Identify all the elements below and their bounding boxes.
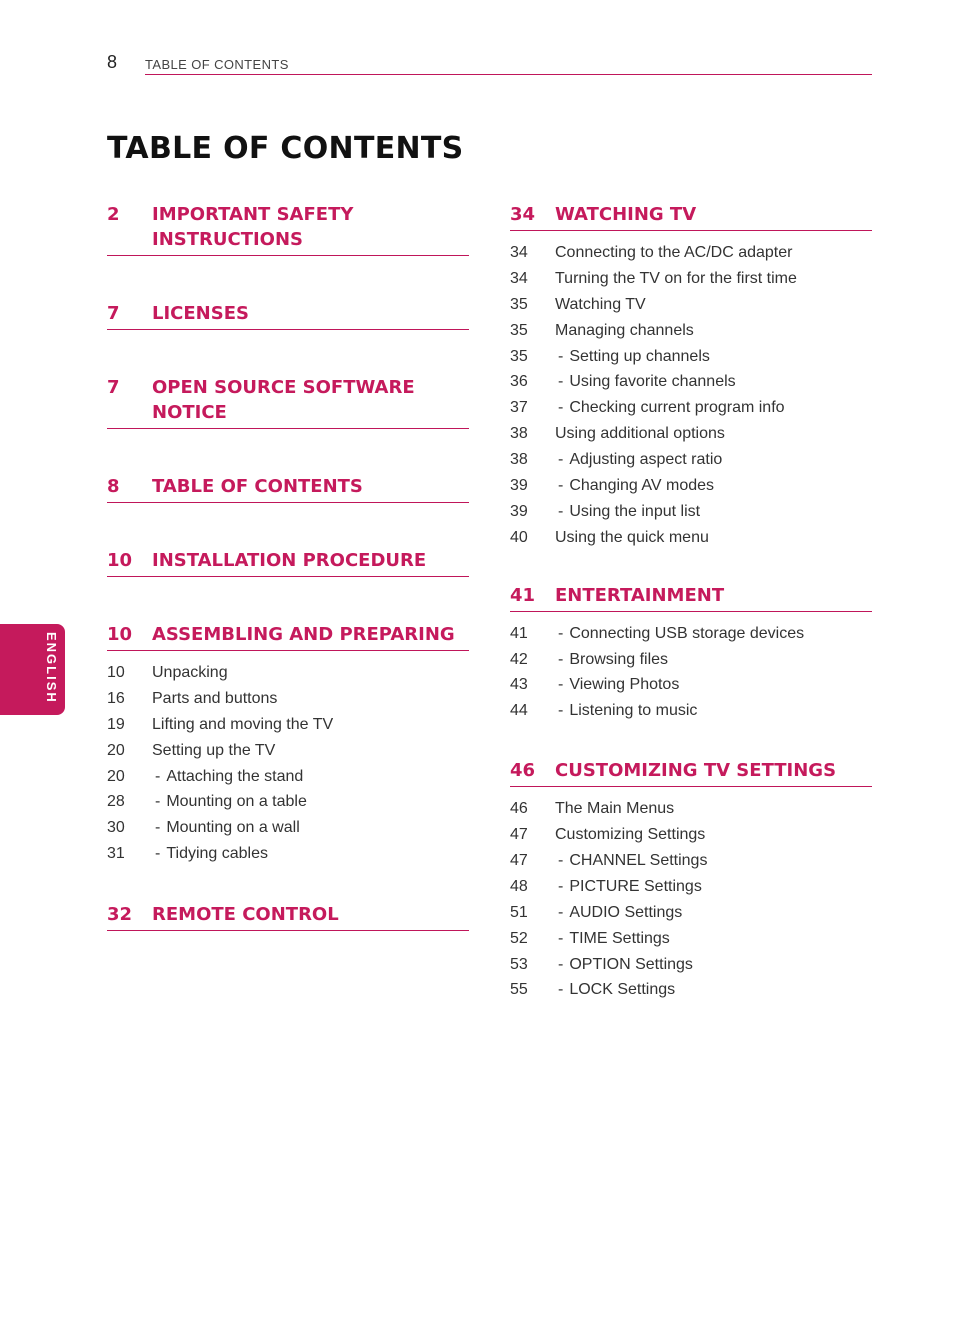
toc-subentry[interactable] <box>510 369 872 395</box>
toc-section-heading[interactable] <box>107 548 469 577</box>
section-page-number: 8 <box>107 476 120 497</box>
entry-page-number: 55 <box>510 981 528 999</box>
toc-section <box>510 202 872 551</box>
toc-subentry[interactable] <box>510 874 872 900</box>
toc-entry[interactable] <box>510 421 872 447</box>
toc-subentry[interactable] <box>510 621 872 647</box>
entry-page-number: 48 <box>510 877 528 895</box>
entry-page-number: 20 <box>107 767 125 785</box>
toc-section-heading[interactable] <box>510 202 872 231</box>
toc-subentry[interactable] <box>510 395 872 421</box>
section-page-number: 2 <box>107 204 120 225</box>
toc-subentry[interactable] <box>510 344 872 370</box>
section-page-number: 41 <box>510 584 536 606</box>
toc-subentry[interactable] <box>510 926 872 952</box>
entry-title: - Viewing Photos <box>558 672 679 698</box>
entry-title: - Browsing files <box>558 647 668 673</box>
section-title: CUSTOMIZING TV SETTINGS <box>555 760 837 782</box>
toc-section <box>510 583 872 725</box>
entry-title: Setting up the TV <box>152 741 276 759</box>
toc-section <box>107 902 469 931</box>
page-title: TABLE OF CONTENTS <box>107 131 464 166</box>
toc-subentry[interactable] <box>510 977 872 1003</box>
entry-title: - Adjusting aspect ratio <box>558 447 722 473</box>
toc-subentry[interactable] <box>510 447 872 473</box>
entry-title: - Using favorite channels <box>558 369 736 395</box>
entry-title: - CHANNEL Settings <box>558 848 707 874</box>
section-page-number: 7 <box>107 303 120 324</box>
entry-title: The Main Menus <box>555 800 675 818</box>
entry-title: - Setting up channels <box>558 344 710 370</box>
entry-page-number: 53 <box>510 955 528 973</box>
toc-subentry[interactable] <box>510 900 872 926</box>
toc-right-column <box>510 202 872 1003</box>
toc-section-heading[interactable] <box>107 622 469 651</box>
entry-title: - Connecting USB storage devices <box>558 621 804 647</box>
entry-page-number: 35 <box>510 347 528 365</box>
section-page-number: 32 <box>107 904 133 926</box>
entry-title: - Mounting on a table <box>155 789 307 815</box>
entry-title: - Using the input list <box>558 499 700 525</box>
entry-page-number: 44 <box>510 702 528 720</box>
toc-entry[interactable] <box>510 318 872 344</box>
toc-entry[interactable] <box>107 738 469 764</box>
toc-entry[interactable] <box>510 525 872 551</box>
toc-subentry[interactable] <box>510 499 872 525</box>
toc-subentry[interactable] <box>107 764 469 790</box>
toc-entry[interactable] <box>107 712 469 738</box>
entry-title: Using additional options <box>555 425 725 443</box>
toc-section <box>107 375 469 429</box>
entry-title: - Checking current program info <box>558 395 785 421</box>
entry-page-number: 40 <box>510 528 528 546</box>
entry-title: Connecting to the AC/DC adapter <box>555 244 793 261</box>
entry-title: Using the quick menu <box>555 528 709 546</box>
toc-section <box>107 474 469 503</box>
entry-page-number: 46 <box>510 800 528 818</box>
section-title: TABLE OF CONTENTS <box>152 476 363 497</box>
entry-title: Managing channels <box>555 321 694 339</box>
entry-title: - LOCK Settings <box>558 977 675 1003</box>
toc-entry[interactable] <box>107 660 469 686</box>
toc-entry[interactable] <box>510 240 872 266</box>
running-title: TABLE OF CONTENTS <box>145 57 289 72</box>
entry-page-number: 36 <box>510 373 528 391</box>
page-number: 8 <box>107 52 118 72</box>
toc-entry[interactable] <box>510 822 872 848</box>
toc-subentry[interactable] <box>107 815 469 841</box>
page-header <box>107 52 872 76</box>
entry-title: - AUDIO Settings <box>558 900 682 926</box>
entry-title: Customizing Settings <box>555 826 706 844</box>
section-page-number: 34 <box>510 204 536 225</box>
entry-title: - Tidying cables <box>155 841 268 867</box>
language-tab-label: ENGLISH <box>44 632 59 704</box>
toc-left-column <box>107 202 469 940</box>
toc-subentry[interactable] <box>107 841 469 867</box>
entry-page-number: 35 <box>510 295 528 313</box>
section-title: OPEN SOURCE SOFTWARE NOTICE <box>152 377 415 423</box>
entry-page-number: 19 <box>107 715 125 733</box>
entry-title: - PICTURE Settings <box>558 874 702 900</box>
entry-title: - Changing AV modes <box>558 473 714 499</box>
entry-page-number: 52 <box>510 929 528 947</box>
toc-section <box>107 622 469 867</box>
entry-title: - OPTION Settings <box>558 952 693 978</box>
toc-section <box>107 548 469 577</box>
entry-page-number: 30 <box>107 819 125 837</box>
entry-title: - Attaching the stand <box>155 764 303 790</box>
section-title: LICENSES <box>152 303 249 324</box>
entry-page-number: 16 <box>107 689 125 707</box>
entry-page-number: 43 <box>510 676 528 694</box>
language-tab <box>0 624 65 715</box>
section-title: ASSEMBLING AND PREPARING <box>152 624 455 645</box>
entry-page-number: 28 <box>107 793 125 811</box>
section-title: WATCHING TV <box>555 204 697 225</box>
toc-entry[interactable] <box>510 292 872 318</box>
entry-page-number: 41 <box>510 624 528 642</box>
toc-section-heading[interactable] <box>107 301 469 330</box>
entry-page-number: 47 <box>510 852 528 870</box>
toc-section-heading[interactable] <box>107 202 469 256</box>
section-page-number: 7 <box>107 377 120 398</box>
entry-page-number: 39 <box>510 502 528 520</box>
section-page-number: 46 <box>510 760 536 782</box>
toc-entry[interactable] <box>510 266 872 292</box>
toc-subentry[interactable] <box>510 647 872 673</box>
entry-title: - TIME Settings <box>558 926 670 952</box>
header-rule <box>145 74 872 75</box>
section-title: INSTALLATION PROCEDURE <box>152 550 427 571</box>
entry-page-number: 38 <box>510 425 528 443</box>
toc-entry[interactable] <box>107 686 469 712</box>
entry-title: Turning the TV on for the first time <box>555 269 797 287</box>
section-page-number: 10 <box>107 550 133 571</box>
section-title: IMPORTANT SAFETY INSTRUCTIONS <box>152 204 354 250</box>
toc-section <box>107 301 469 330</box>
toc-section-heading[interactable] <box>510 583 872 612</box>
toc-subentry[interactable] <box>510 952 872 978</box>
entry-title: - Mounting on a wall <box>155 815 300 841</box>
toc-section <box>107 202 469 256</box>
section-title: REMOTE CONTROL <box>152 904 339 926</box>
entry-page-number: 42 <box>510 650 528 668</box>
section-title: ENTERTAINMENT <box>555 584 725 606</box>
entry-title: Watching TV <box>555 295 646 313</box>
toc-subentry[interactable] <box>510 672 872 698</box>
entry-page-number: 38 <box>510 451 528 469</box>
toc-section-heading[interactable] <box>510 758 872 787</box>
entry-page-number: 51 <box>510 903 528 921</box>
toc-section-heading[interactable] <box>107 902 469 931</box>
entry-title: Unpacking <box>152 664 228 681</box>
entry-page-number: 20 <box>107 741 125 759</box>
entry-page-number: 34 <box>510 244 528 261</box>
entry-title: Parts and buttons <box>152 689 278 707</box>
toc-subentry[interactable] <box>510 848 872 874</box>
entry-page-number: 39 <box>510 477 528 495</box>
toc-section-heading[interactable] <box>107 474 469 503</box>
entry-title: - Listening to music <box>558 698 697 724</box>
entry-page-number: 47 <box>510 826 528 844</box>
section-page-number: 10 <box>107 624 133 645</box>
entry-page-number: 10 <box>107 664 125 681</box>
toc-subentry[interactable] <box>510 698 872 724</box>
entry-page-number: 31 <box>107 845 125 863</box>
entry-page-number: 37 <box>510 399 528 417</box>
toc-section-heading[interactable] <box>107 375 469 429</box>
entry-page-number: 34 <box>510 269 528 287</box>
toc-subentry[interactable] <box>107 789 469 815</box>
entry-title: Lifting and moving the TV <box>152 715 334 733</box>
toc-section <box>510 758 872 1003</box>
toc-subentry[interactable] <box>510 473 872 499</box>
toc-entry[interactable] <box>510 796 872 822</box>
entry-page-number: 35 <box>510 321 528 339</box>
